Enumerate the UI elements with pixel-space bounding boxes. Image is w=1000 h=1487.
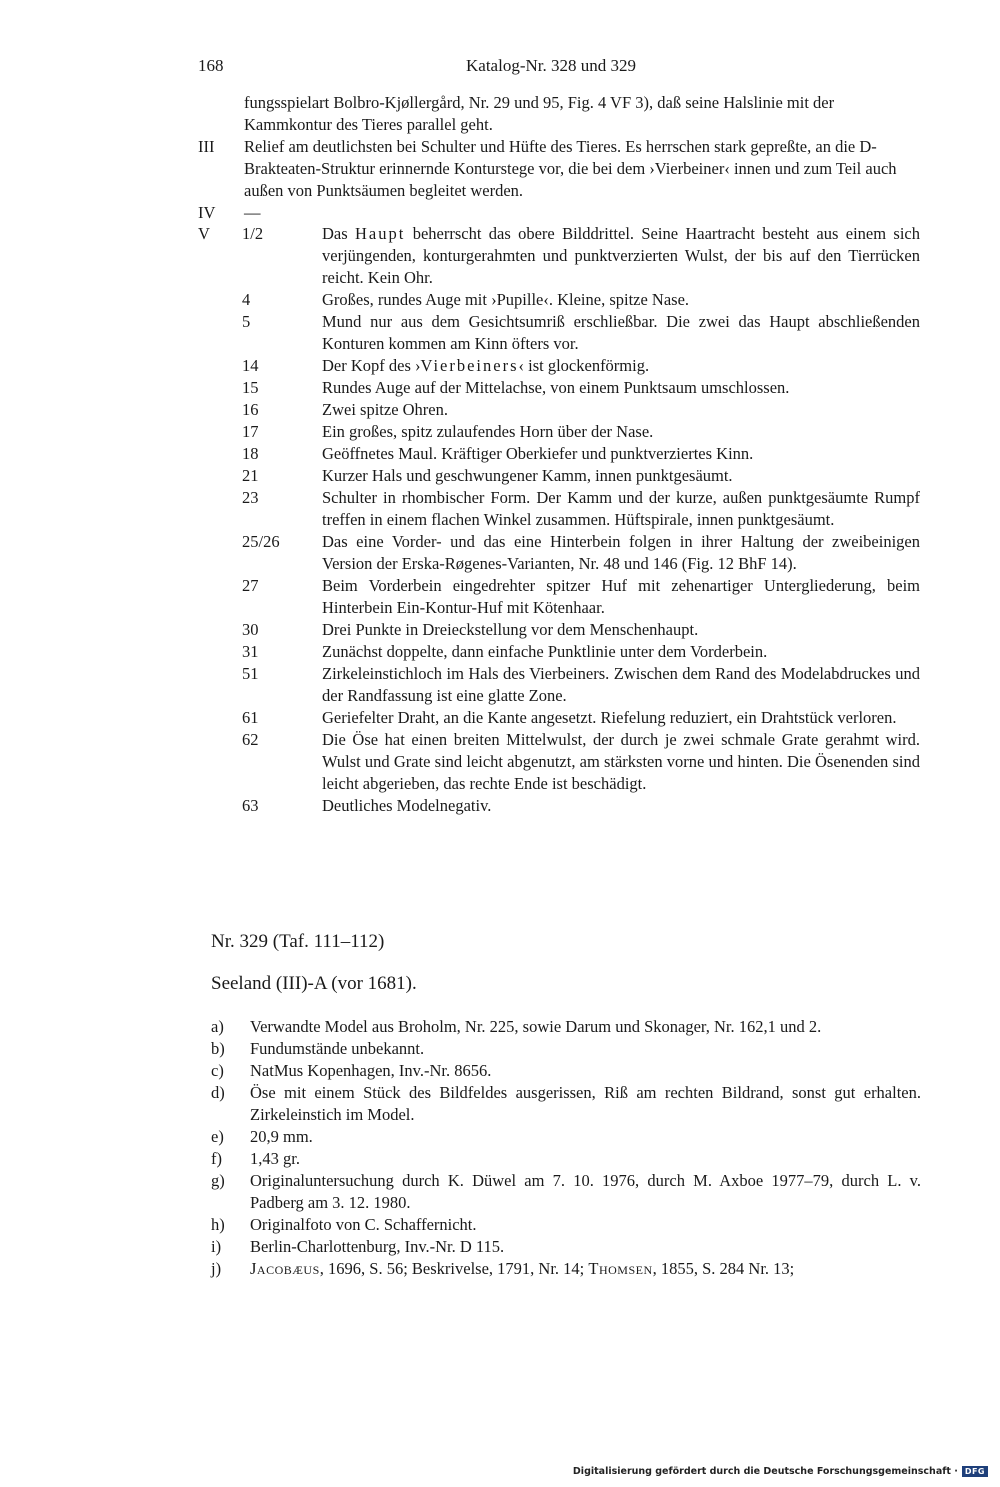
author-name: Thomsen (588, 1259, 653, 1278)
property-row (211, 1170, 921, 1214)
text-part: Der Kopf des › (322, 356, 421, 375)
element-text: Schulter in rhombischer Form. Der Kamm und der kurze, außen punktgesäumte Rumpf treffen in einem flachen Winkel zusammen. Hüftspirale, innen punktgesäumt. (322, 488, 920, 529)
text-part: , 1855, S. 284 Nr. 13; (652, 1259, 795, 1278)
roman-spacer (198, 443, 242, 465)
element-number: 16 (242, 400, 259, 419)
continuation-paragraph: fungsspielart Bolbro-Kjøllergård, Nr. 29 und 95, Fig. 4 VF 3), daß seine Halslinie mit der Kammkontur des Tieres parallel geht. (244, 93, 835, 134)
element-row (198, 443, 920, 465)
property-letter: d) (211, 1083, 225, 1102)
property-row (211, 1148, 921, 1170)
text-part: Das (322, 224, 356, 243)
roman-spacer (198, 795, 242, 817)
element-row (198, 795, 920, 817)
property-row (211, 1126, 921, 1148)
element-row (198, 465, 920, 487)
element-text: Kurzer Hals und geschwungener Kamm, innen punktgesäumt. (322, 466, 733, 485)
property-list (211, 1016, 921, 1280)
property-row (211, 1236, 921, 1258)
element-number: 1/2 (242, 224, 264, 243)
roman-item-iv (198, 202, 920, 224)
running-head (198, 56, 920, 80)
element-number: 27 (242, 576, 259, 595)
element-number: 17 (242, 422, 259, 441)
element-text: Ein großes, spitz zulaufendes Horn über der Nase. (322, 422, 654, 441)
text-part: ‹ ist glockenförmig. (518, 356, 650, 375)
roman-label: V (198, 224, 210, 243)
element-number: 15 (242, 378, 259, 397)
element-text: Beim Vorderbein eingedrehter spitzer Huf mit zehenartiger Untergliederung, beim Hinterbein Ein-Kontur-Huf mit Kötenhaar. (322, 576, 920, 617)
author-name: Jacobæus (250, 1259, 320, 1278)
element-text (322, 223, 920, 289)
roman-text: — (244, 203, 261, 222)
element-number: 23 (242, 488, 259, 507)
property-row (211, 1258, 921, 1280)
element-row (198, 223, 920, 289)
property-row (211, 1016, 921, 1038)
roman-spacer (198, 311, 242, 355)
property-text: Verwandte Model aus Broholm, Nr. 225, sowie Darum und Skonager, Nr. 162,1 und 2. (250, 1017, 822, 1036)
element-text: Zwei spitze Ohren. (322, 400, 448, 419)
element-text: Die Öse hat einen breiten Mittelwulst, der durch je zwei schmale Grate gerahmt wird. Wulst und Grate sind leicht abgenutzt, am stärksten vorne und hinten. Die Ösenenden sind leicht abgerieben, das rechte Ende ist beschädigt. (322, 730, 920, 793)
roman-spacer (198, 619, 242, 641)
property-text: NatMus Kopenhagen, Inv.-Nr. 8656. (250, 1061, 492, 1080)
property-letter: a) (211, 1017, 224, 1036)
roman-label: III (198, 137, 215, 156)
element-row (198, 355, 920, 377)
page-number: 168 (198, 56, 224, 75)
roman-item-iii (198, 136, 920, 202)
roman-spacer (198, 399, 242, 421)
element-number: 4 (242, 290, 251, 309)
element-text: Drei Punkte in Dreieckstellung vor dem Menschenhaupt. (322, 620, 699, 639)
property-letter: b) (211, 1039, 225, 1058)
property-text (250, 1258, 921, 1280)
property-text: Originalfoto von C. Schaffernicht. (250, 1215, 477, 1234)
roman-label: IV (198, 203, 216, 222)
property-row (211, 1082, 921, 1126)
element-text: Mund nur aus dem Gesichtsumriß erschließbar. Die zwei das Haupt abschließenden Konturen kommen am Kinn öfters vor. (322, 312, 920, 353)
roman-spacer (198, 465, 242, 487)
property-letter: g) (211, 1171, 225, 1190)
property-text: 20,9 mm. (250, 1127, 313, 1146)
footer-text: Digitalisierung gefördert durch die Deutsche Forschungsgemeinschaft · (572, 1466, 958, 1477)
element-list (198, 223, 920, 817)
element-row (198, 663, 920, 707)
property-text: Fundumstände unbekannt. (250, 1039, 425, 1058)
element-row (198, 421, 920, 443)
roman-spacer (198, 487, 242, 531)
element-number: 61 (242, 708, 259, 727)
property-letter: i) (211, 1237, 222, 1256)
roman-spacer (198, 707, 242, 729)
element-number: 14 (242, 356, 259, 375)
property-row (211, 1214, 921, 1236)
element-number: 62 (242, 730, 259, 749)
text-part: beherrscht das obere Bilddrittel. Seine Haartracht besteht aus einem sich verjüngenden, konturgerahmten und punktverzierten Wulst, der bis auf den Tierrücken reicht. Kein Ohr. (322, 224, 920, 287)
element-text (322, 355, 920, 377)
property-text: 1,43 gr. (250, 1149, 300, 1168)
property-letter: j) (211, 1259, 222, 1278)
property-row (211, 1060, 921, 1082)
element-number: 63 (242, 796, 259, 815)
roman-spacer (198, 355, 242, 377)
element-row (198, 707, 920, 729)
property-letter: c) (211, 1061, 224, 1080)
roman-spacer (198, 575, 242, 619)
element-text: Das eine Vorder- und das eine Hinterbein folgen in ihrer Haltung der zweibeinigen Version der Erska-Røgenes-Varianten, Nr. 48 und 146 (Fig. 12 BhF 14). (322, 532, 920, 573)
property-text: Originaluntersuchung durch K. Düwel am 7. 10. 1976, durch M. Axboe 1977–79, durch L. v. Padberg am 3. 12. 1980. (250, 1171, 921, 1212)
element-text: Geöffnetes Maul. Kräftiger Oberkiefer und punktverziertes Kinn. (322, 444, 754, 463)
roman-spacer (198, 421, 242, 443)
element-number: 51 (242, 664, 259, 683)
entry-place-date: Seeland (III)-A (vor 1681). (211, 973, 417, 994)
roman-spacer (198, 641, 242, 663)
element-number: 21 (242, 466, 259, 485)
roman-text: Relief am deutlichsten bei Schulter und Hüfte des Tieres. Es herrschen stark gepreßte, an die D-Brakteaten-Struktur erinnernde Konturstege vor, die bei dem ›Vierbeiner‹ innen und zum Teil auch außen von Punktsäumen begleitet werden. (244, 137, 897, 200)
entry-number: Nr. 329 (Taf. 111–112) (211, 931, 385, 952)
element-text: Rundes Auge auf der Mittelachse, von einem Punktsaum umschlossen. (322, 378, 790, 397)
spaced-word: Vierbeiners (420, 356, 519, 375)
element-row (198, 399, 920, 421)
roman-spacer (198, 531, 242, 575)
element-text: Großes, rundes Auge mit ›Pupille‹. Kleine, spitze Nase. (322, 290, 690, 309)
element-number: 25/26 (242, 532, 280, 551)
element-text: Zirkeleinstichloch im Hals des Vierbeiners. Zwischen dem Rand des Modelabdruckes und der Randfassung ist eine glatte Zone. (322, 664, 920, 705)
roman-spacer (198, 377, 242, 399)
running-title: Katalog-Nr. 328 und 329 (466, 56, 636, 75)
intro-section (198, 92, 920, 224)
roman-spacer (198, 663, 242, 707)
element-text: Geriefelter Draht, an die Kante angesetzt. Riefelung reduziert, ein Drahtstück verloren. (322, 708, 897, 727)
element-row (198, 641, 920, 663)
element-row (198, 289, 920, 311)
element-row (198, 377, 920, 399)
text-part: , 1696, S. 56; Beskrivelse, 1791, Nr. 14; (319, 1259, 589, 1278)
property-letter: e) (211, 1127, 224, 1146)
element-row (198, 619, 920, 641)
footer (573, 1466, 988, 1477)
element-number: 5 (242, 312, 251, 331)
element-row (198, 729, 920, 795)
property-text: Berlin-Charlottenburg, Inv.-Nr. D 115. (250, 1237, 505, 1256)
element-text: Deutliches Modelnegativ. (322, 796, 492, 815)
element-row (198, 531, 920, 575)
spaced-word: Haupt (355, 224, 406, 243)
element-row (198, 575, 920, 619)
element-number: 18 (242, 444, 259, 463)
element-row (198, 487, 920, 531)
roman-spacer (198, 289, 242, 311)
property-letter: f) (211, 1149, 222, 1168)
property-letter: h) (211, 1215, 225, 1234)
roman-spacer (198, 729, 242, 795)
element-number: 30 (242, 620, 259, 639)
element-text: Zunächst doppelte, dann einfache Punktlinie unter dem Vorderbein. (322, 642, 768, 661)
element-row (198, 311, 920, 355)
element-number: 31 (242, 642, 259, 661)
dfg-logo: DFG (962, 1466, 988, 1477)
property-row (211, 1038, 921, 1060)
property-text: Öse mit einem Stück des Bildfeldes ausgerissen, Riß am rechten Bildrand, sonst gut erhalten. Zirkeleinstich im Model. (250, 1083, 921, 1124)
